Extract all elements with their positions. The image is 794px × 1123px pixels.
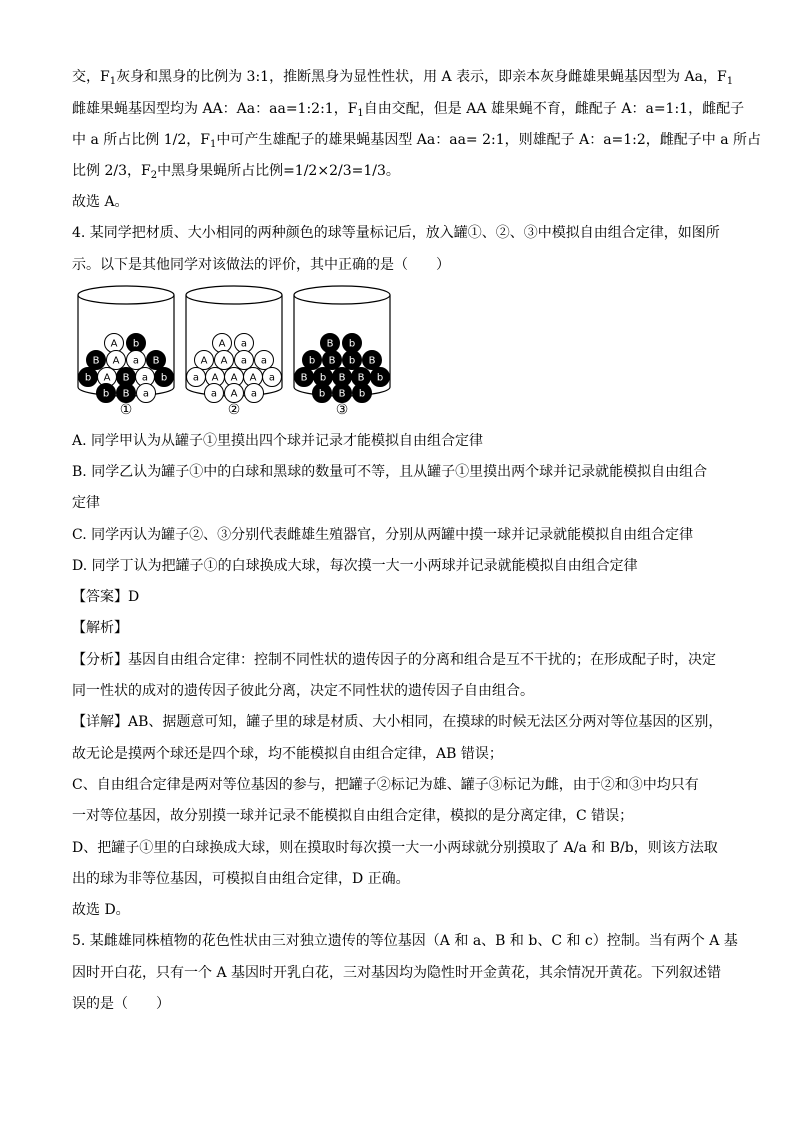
ball-label: B <box>338 388 346 400</box>
text-line-10 <box>72 495 100 511</box>
ball-label: b <box>376 372 384 384</box>
text-run: 雌雄果蝇基因型均为 AA：Aa：aa=1:2:1，F <box>72 101 358 117</box>
ball-label: b <box>348 338 356 350</box>
text-run: 4. 某同学把材质、大小相同的两种颜色的球等量标记后，放入罐①、②、③中模拟自由组合定律，如图所 <box>72 225 720 241</box>
ball-label: a <box>210 388 218 400</box>
jar-label: ③ <box>335 402 349 418</box>
text-run: 交，F <box>72 69 110 85</box>
subscript: 2 <box>150 170 158 181</box>
text-run: 故无论是摸两个球还是四个球，均不能模拟自由组合定律，AB 错误； <box>72 746 503 762</box>
jar-label: ② <box>227 402 241 418</box>
ball-label: B <box>357 372 365 384</box>
text-line-1 <box>72 69 733 85</box>
ball-label: A <box>112 355 120 367</box>
text-line-19 <box>72 777 699 793</box>
jar-rim <box>78 286 174 304</box>
ball-label: b <box>358 388 366 400</box>
text-run: 误的是（ ） <box>72 996 170 1012</box>
text-run: 定律 <box>72 495 100 511</box>
text-run: 一对等位基因，故分别摸一球并记录不能模拟自由组合定律，模拟的是分离定律，C 错误； <box>72 808 634 824</box>
subscript: 1 <box>109 76 117 87</box>
ball-label: A <box>230 372 238 384</box>
ball-label: A <box>110 338 118 350</box>
text-line-26 <box>72 996 170 1012</box>
jar-2 <box>186 286 282 418</box>
text-run: 比例 2/3，F <box>72 163 151 179</box>
text-line-15 <box>72 652 716 668</box>
text-line-3 <box>72 132 761 148</box>
text-line-6 <box>72 225 720 241</box>
ball-label: B <box>338 372 346 384</box>
ball-label: A <box>218 338 226 350</box>
text-line-18 <box>72 746 503 762</box>
text-run: 故选 A。 <box>72 194 129 210</box>
text-run: D. 同学丁认为把罐子①的白球换成大球，每次摸一大一小两球并记录就能模拟自由组合定律 <box>72 558 638 574</box>
ball-label: A <box>200 355 208 367</box>
jar-label: ① <box>119 402 133 418</box>
ball-label: a <box>240 355 248 367</box>
text-line-5 <box>72 194 129 210</box>
text-line-23 <box>72 902 130 918</box>
text-line-2 <box>72 101 744 117</box>
ball-label: a <box>192 372 200 384</box>
text-line-16 <box>72 683 534 699</box>
ball-label: b <box>318 388 326 400</box>
ball-label: b <box>308 355 316 367</box>
text-line-13 <box>72 589 139 605</box>
text-line-4 <box>72 163 400 179</box>
text-run: 示。以下是其他同学对该做法的评价，其中正确的是（ ） <box>72 257 450 273</box>
jars-figure <box>76 283 396 418</box>
text-run: 灰身和黑身的比例为 3:1，推断黑身为显性性状，用 A 表示，即亲本灰身雌雄果蝇基因型为 Aa，F <box>116 69 727 85</box>
ball-label: b <box>132 338 140 350</box>
ball-label: B <box>92 355 100 367</box>
text-run: 同一性状的成对的遗传因子彼此分离，决定不同性状的遗传因子自由组合。 <box>72 683 534 699</box>
text-run: C、自由组合定律是两对等位基因的参与，把罐子②标记为雄、罐子③标记为雌，由于②和③中均只有 <box>72 777 699 793</box>
ball-label: a <box>142 388 150 400</box>
text-run: 【详解】AB、据题意可知，罐子里的球是材质、大小相同，在摸球的时候无法区分两对等位基因的区别， <box>72 714 723 730</box>
subscript: 1 <box>357 108 364 119</box>
ball-label: a <box>240 338 248 350</box>
ball-label: B <box>328 355 336 367</box>
ball-label: B <box>326 338 334 350</box>
ball-label: a <box>141 372 149 384</box>
text-run: C. 同学丙认为罐子②、③分别代表雌雄生殖器官，分别从两罐中摸一球并记录就能模拟自由组合定律 <box>72 527 694 543</box>
text-run: 因时开白花，只有一个 A 基因时开乳白花，三对基因均为隐性时开金黄花，其余情况开黄花。下列叙述错 <box>72 965 722 981</box>
ball-label: B <box>368 355 376 367</box>
text-line-22 <box>72 871 410 887</box>
text-line-12 <box>72 558 638 574</box>
text-line-14 <box>72 620 128 636</box>
ball-label: a <box>132 355 140 367</box>
text-run: 【分析】基因自由组合定律：控制不同性状的遗传因子的分离和组合是互不干扰的；在形成配子时，决定 <box>72 652 716 668</box>
ball-label: A <box>103 372 111 384</box>
ball-label: A <box>220 355 228 367</box>
text-run: 【答案】D <box>72 589 140 605</box>
ball-label: B <box>122 388 130 400</box>
ball-label: b <box>160 372 168 384</box>
jar-3 <box>294 286 390 418</box>
text-line-25 <box>72 965 721 981</box>
ball-label: a <box>260 355 268 367</box>
text-line-24 <box>72 933 738 949</box>
ball-label: a <box>268 372 276 384</box>
ball-label: b <box>319 372 327 384</box>
text-run: 出的球为非等位基因，可模拟自由组合定律，D 正确。 <box>72 871 410 887</box>
text-line-20 <box>72 808 633 824</box>
ball-label: A <box>230 388 238 400</box>
text-line-21 <box>72 840 718 856</box>
ball-label: A <box>211 372 219 384</box>
text-line-7 <box>72 257 450 273</box>
text-line-11 <box>72 527 693 543</box>
ball-label: B <box>300 372 308 384</box>
text-run: 中可产生雄配子的雄果蝇基因型 Aa：aa= 2:1，则雄配子 A：a=1:2，雌配子中 a 所占 <box>216 132 762 148</box>
text-run: 故选 D。 <box>72 902 130 918</box>
ball-label: B <box>122 372 130 384</box>
text-run: 【解析】 <box>72 620 128 636</box>
text-line-9 <box>72 464 707 480</box>
text-line-17 <box>72 714 722 730</box>
subscript: 1 <box>726 76 734 87</box>
text-run: 5. 某雌雄同株植物的花色性状由三对独立遗传的等位基因（A 和 a、B 和 b、C 和 c）控制。当有两个 A 基 <box>72 933 738 949</box>
text-line-8 <box>72 433 483 449</box>
text-run: B. 同学乙认为罐子①中的白球和黑球的数量可不等，且从罐子①里摸出两个球并记录就能模拟自由组合 <box>72 464 708 480</box>
text-run: 中 a 所占比例 1/2，F <box>72 132 210 148</box>
ball-label: B <box>152 355 160 367</box>
text-run: 中黑身果蝇所占比例=1/2×2/3=1/3。 <box>157 163 400 179</box>
ball-label: A <box>249 372 257 384</box>
ball-label: b <box>84 372 92 384</box>
jar-1 <box>78 286 174 418</box>
subscript: 1 <box>209 139 217 150</box>
text-run: 自由交配，但是 AA 雄果蝇不育，雌配子 A：a=1:1，雌配子 <box>363 101 745 117</box>
jar-rim <box>186 286 282 304</box>
text-run: D、把罐子①里的白球换成大球，则在摸取时每次摸一大一小两球就分别摸取了 A/a 和 B/b，则该方法取 <box>72 840 718 856</box>
jar-rim <box>294 286 390 304</box>
ball-label: b <box>102 388 110 400</box>
ball-label: a <box>250 388 258 400</box>
ball-label: b <box>348 355 356 367</box>
text-run: A. 同学甲认为从罐子①里摸出四个球并记录才能模拟自由组合定律 <box>72 433 484 449</box>
